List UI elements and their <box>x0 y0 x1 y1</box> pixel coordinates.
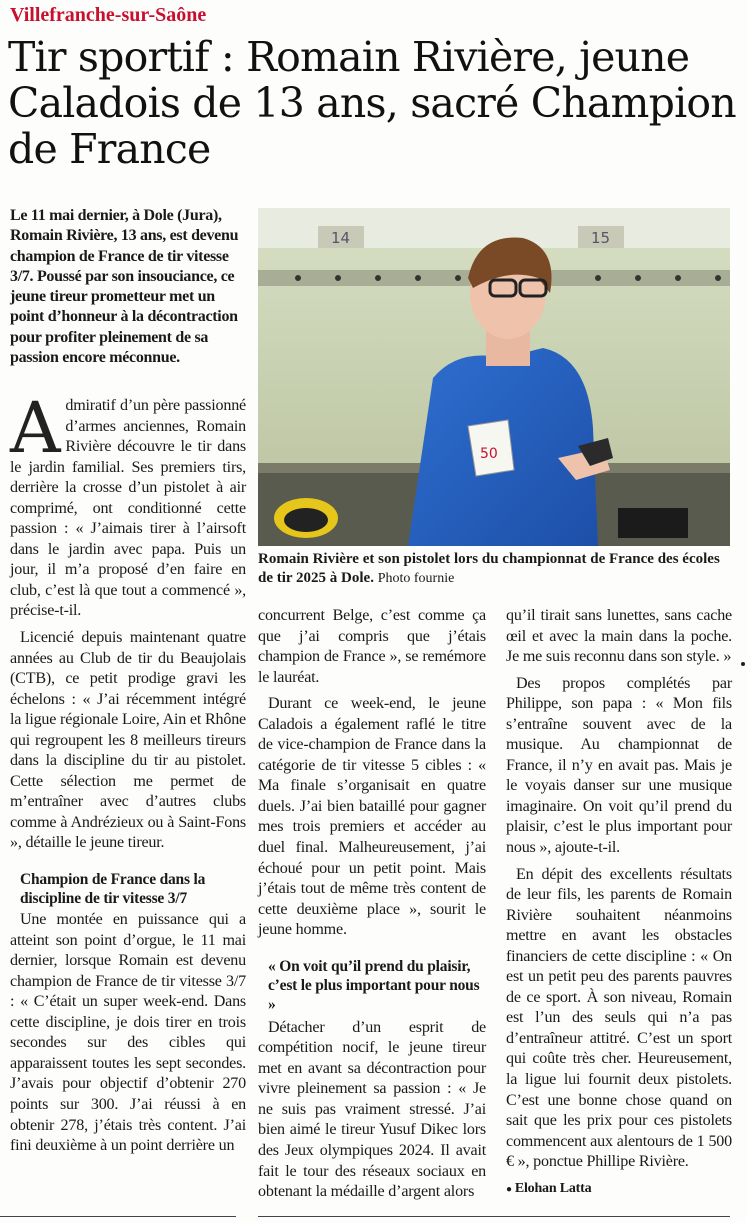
lane-number-right: 15 <box>591 229 611 247</box>
body-paragraph-text: dmiratif d’un père passionné d’armes anciennes, Romain Rivière découvre le tir dans le jardin familial. Ses premiers tirs, derrière la crosse d’un pistolet à air comprimé, ont conditionné cette passion : « J’aimais tirer à l’airsoft dans le jardin avec papa. Puis un jour, il m’a proposé d’en faire en club, c’est là que tout a commencé », précise-t-il. <box>10 397 246 620</box>
photo-caption <box>258 550 730 588</box>
body-paragraph: Une montée en puissance qui a atteint son point d’orgue, le 11 mai dernier, lorsque Romain est devenu champion de France de tir vitesse 3/7 : « C’était un super week-end. Dans cette discipline, je dois tirer en trois secondes sur des cibles qui apparaissent toutes les sept secondes. J’avais pour objectif d’obtenir 270 points sur 300. J’ai réussi à en obtenir 278, j’étais très content. J’ai fini deuxième à un point derrière un <box>10 911 246 1155</box>
body-paragraph: Durant ce week-end, le jeune Caladois a également raflé le titre de vice-champion de France dans la catégorie de tir vitesse 5 cibles : « Ma finale s’organisait en quatre duels. J’ai bien bataillé pour gagner mes trois premiers et accéder au duel final. Malheureusement, j’ai échoué pour un petit point. Mais j’étais tout de même très content de cette deuxième place », sourit le jeune homme. <box>258 695 486 939</box>
footer-rule <box>0 1216 236 1217</box>
author-signature <box>506 1179 732 1201</box>
author-name: Elohan Latta <box>514 1180 592 1196</box>
article-column-2 <box>258 606 486 1209</box>
lane-number-left: 14 <box>331 229 351 247</box>
article-lead: Le 11 mai dernier, à Dole (Jura), Romain Rivière, 13 ans, est devenu champion de France de tir vitesse 3/7. Poussé par son insouciance, ce jeune tireur prometteur met un point d’honneur à la décontraction pour profiter pleinement de sa passion encore méconnue. <box>10 207 239 367</box>
body-paragraph: qu’il tirait sans lunettes, sans cache œil et avec la main dans la poche. Je me suis reconnu dans son style. » <box>506 607 732 666</box>
section-subheading: Champion de France dans la discipline de tir vitesse 3/7 <box>20 871 206 908</box>
photo-credit: Photo fournie <box>377 571 455 586</box>
bullet-icon: ● <box>506 1183 512 1195</box>
body-paragraph: Des propos complétés par Philippe, son papa : « Mon fils s’entraîne souvent avec de la musique. Au championnat de France, il n’y en avait pas. Mais je le voyais danser sur une musique imaginaire. On voit qu’il prend du plaisir, c’est le plus important pour nous », ajoute-t-il. <box>506 674 732 857</box>
caption-text: Romain Rivière et son pistolet lors du championnat de France des écoles de tir 2025 à Dole. <box>258 551 720 586</box>
body-paragraph: Licencié depuis maintenant quatre années au Club de tir du Beaujolais (CTB), ce petit prodige gravi les échelons : « J’ai récemment intégré la ligue régionale Loire, Ain et Rhône qui regroupent les 8 meilleurs tireurs dans la discipline du tir au pistolet. Cette sélection me permet de m’entraîner avec d’autres clubs comme à Andrézieux ou à Saint-Fons », détaille le jeune tireur. <box>10 629 246 852</box>
body-paragraph: concurrent Belge, c’est comme ça que j’ai compris que j’étais champion de France », se remémore le lauréat. <box>258 607 486 686</box>
bib-number: 50 <box>480 446 498 462</box>
shooter-photo-illustration <box>258 208 730 546</box>
quote-subheading: « On voit qu’il prend du plaisir, c’est le plus important pour nous » <box>268 957 480 1013</box>
body-paragraph: Détacher d’un esprit de compétition nocif, le jeune tireur met en avant sa décontraction pour vivre pleinement sa passion : « Je ne suis pas vraiment stressé. J’ai bien aimé le tireur Yusuf Dikec lors des Jeux olympiques 2024. Il avait fait le tour des réseaux sociaux en obtenant la médaille d’argent alors <box>258 1018 486 1201</box>
body-paragraph: En dépit des excellents résultats de leur fils, les parents de Romain Rivière souhaitent néanmoins mettre en avant les obstacles financiers de cette discipline : « On est un petit peu des parents pauvres de ce sport. À son niveau, Romain est l’un des seuls qui n’a pas d’entraîneur attitré. C’est un sport qui coûte très cher. Heureusement, la ligue lui fournit deux pistolets. C’est une bonne chose quand on sait que les prix pour ces pistolets commencent aux alentours de 1 500 € », ponctue Phillipe Rivière. <box>506 865 732 1171</box>
article-column-3 <box>506 606 732 1200</box>
article-column-1 <box>10 387 246 1163</box>
article-photo <box>258 208 730 546</box>
footer-rule <box>258 1216 730 1217</box>
article-headline: Tir sportif : Romain Rivière, jeune Caladois de 13 ans, sacré Champion de France <box>8 33 736 173</box>
body-paragraph <box>10 387 246 622</box>
margin-dot <box>741 662 745 666</box>
drop-cap: A <box>10 387 61 469</box>
section-kicker: Villefranche-sur-Saône <box>10 4 207 26</box>
